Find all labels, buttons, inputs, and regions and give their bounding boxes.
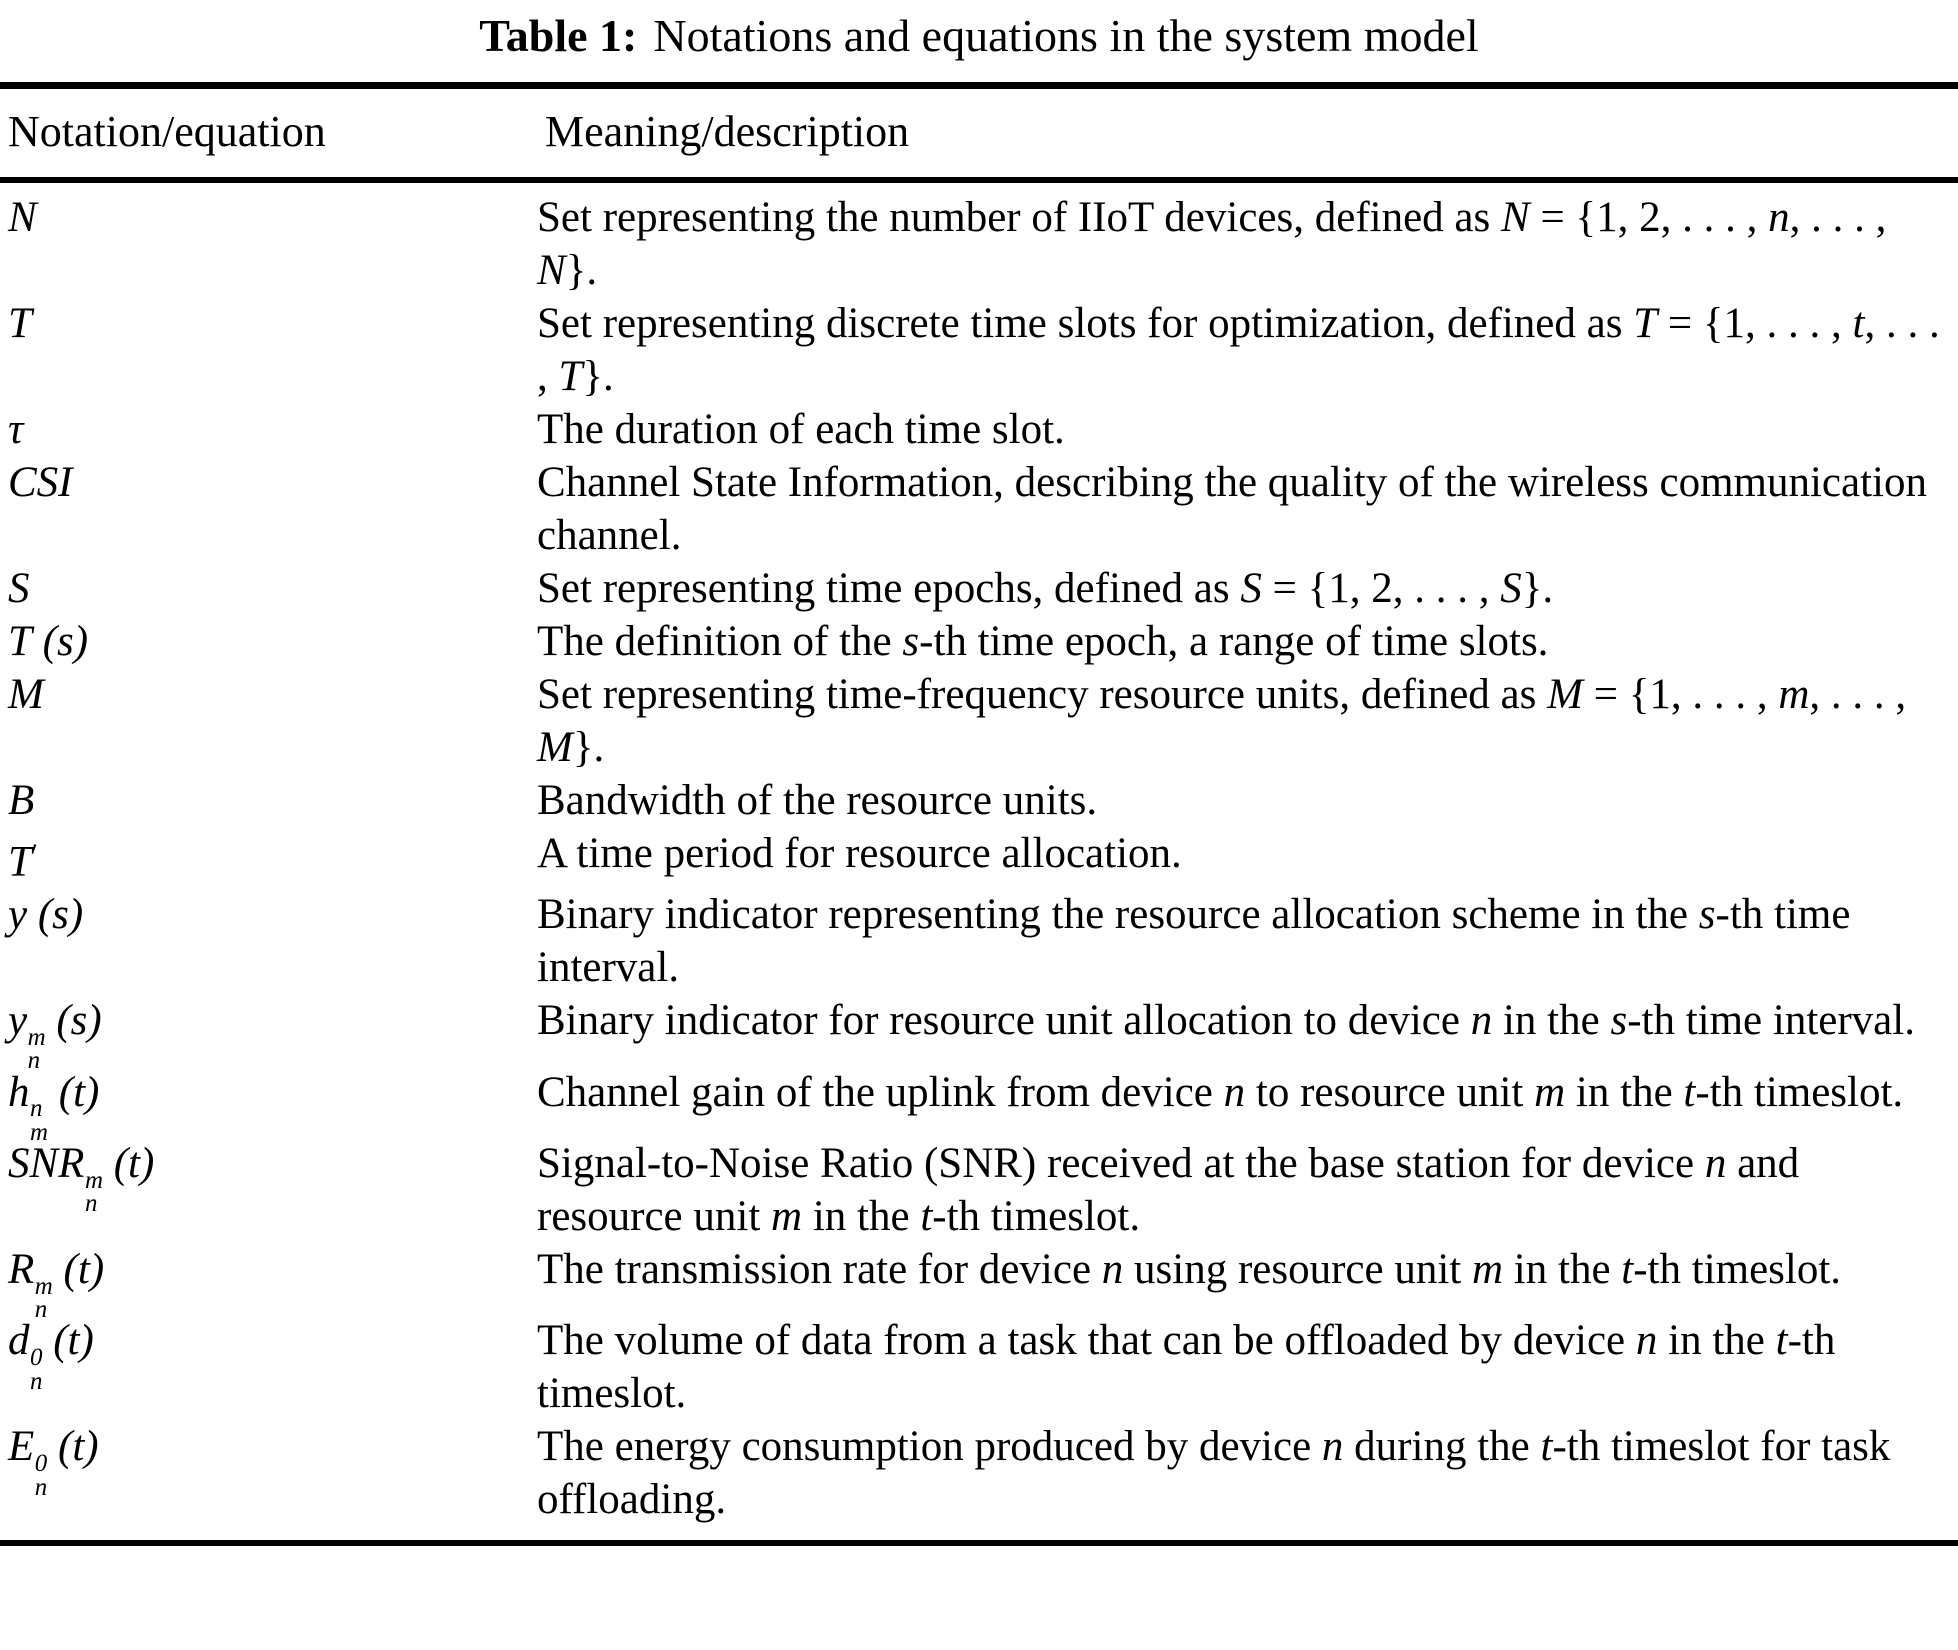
description-text: }. <box>1521 565 1554 612</box>
description-cell <box>537 1420 1950 1526</box>
description-text: Signal-to-Noise Ratio (SNR) received at the base station for device <box>537 1140 1705 1188</box>
description-math-var: n <box>1321 1423 1344 1471</box>
description-text: in the <box>1565 1068 1684 1116</box>
description-math-var: T <box>558 353 583 400</box>
description-math-var: t <box>1683 1068 1696 1116</box>
table-body <box>0 183 1958 1526</box>
notation-argument-var: t <box>67 1317 80 1365</box>
notation-symbol: CSI <box>8 459 73 506</box>
table-row <box>0 668 1958 774</box>
description-text: to resource unit <box>1245 1068 1535 1116</box>
notation-superscript: 0 <box>29 1343 43 1371</box>
notation-subscript: n <box>34 1473 48 1501</box>
description-text: in the <box>802 1193 921 1241</box>
table-row <box>0 1314 1958 1420</box>
notation-subscript: n <box>84 1190 98 1218</box>
notation-cell <box>0 827 537 888</box>
notation-cell <box>0 297 537 350</box>
notation-superscript: 0 <box>34 1449 48 1477</box>
header-row <box>0 89 1958 177</box>
description-cell <box>537 456 1950 562</box>
description-text: Binary indicator for resource unit allocation to device <box>537 997 1471 1045</box>
description-cell <box>537 615 1950 668</box>
table-row <box>0 297 1958 403</box>
description-cell <box>537 562 1950 615</box>
description-text: -th timeslot. <box>1695 1068 1904 1116</box>
notation-supsub <box>84 1166 103 1218</box>
description-text: A time period for resource allocation. <box>537 830 1182 877</box>
notation-cell <box>0 668 537 721</box>
notation-supsub <box>34 1449 48 1501</box>
description-text: Bandwidth of the resource units. <box>537 777 1098 824</box>
description-math-var: N <box>537 247 566 294</box>
notation-cell <box>0 191 537 244</box>
notation-prime: ′ <box>31 838 38 868</box>
notation-supsub <box>29 1343 43 1395</box>
description-text: during the <box>1343 1423 1541 1471</box>
notation-superscript: m <box>84 1166 103 1194</box>
description-text: The volume of data from a task that can be offloaded by device <box>537 1317 1636 1365</box>
description-text: , . . . , <box>537 300 1940 400</box>
notation-argument-var: s <box>70 997 88 1045</box>
notation-cell <box>0 1314 537 1395</box>
description-text: and resource unit <box>537 1140 1800 1241</box>
notation-argument: (t) <box>47 1423 99 1471</box>
description-text: The duration of each time slot. <box>537 406 1065 453</box>
notation-symbol: B <box>8 777 35 824</box>
notation-cell <box>0 615 537 668</box>
description-text: = {1, . . . , <box>1657 300 1853 347</box>
description-math-var: m <box>1471 1246 1504 1294</box>
description-cell <box>537 297 1950 403</box>
table-row <box>0 456 1958 562</box>
notation-cell <box>0 1420 537 1501</box>
description-cell <box>537 888 1950 994</box>
description-math-var: t <box>1540 1423 1553 1471</box>
description-text: The definition of the <box>537 618 903 665</box>
description-text: Set representing the number of IIoT devices, defined as <box>537 194 1501 241</box>
notation-symbol: d <box>8 1317 30 1365</box>
description-math-var: t <box>1621 1246 1634 1294</box>
caption-label: Table 1: <box>479 10 638 61</box>
description-math-var: m <box>771 1193 803 1241</box>
notation-subscript: m <box>29 1118 48 1146</box>
description-text: }. <box>582 353 614 400</box>
description-text: = {1, . . . , <box>1582 671 1779 718</box>
table-row <box>0 1137 1958 1243</box>
notation-subscript: n <box>29 1367 43 1395</box>
description-math-var: n <box>1470 997 1493 1045</box>
description-cell <box>537 191 1950 297</box>
description-math-var: s <box>1698 891 1716 939</box>
description-math-var: t <box>920 1193 933 1241</box>
notation-argument: (s) <box>31 618 89 665</box>
table-row <box>0 403 1958 456</box>
notation-argument-var: t <box>77 1246 90 1294</box>
description-text: Channel gain of the uplink from device <box>537 1068 1224 1116</box>
notation-symbol: T <box>8 618 32 665</box>
description-text: , . . . , <box>1789 194 1887 241</box>
notation-superscript: m <box>27 1023 46 1051</box>
description-text: -th time interval. <box>537 891 1851 992</box>
notation-cell <box>0 403 537 456</box>
description-text: Set representing time epochs, defined as <box>537 565 1241 612</box>
description-cell <box>537 1137 1950 1243</box>
notation-symbol: E <box>8 1423 35 1471</box>
description-math-var: M <box>537 724 573 771</box>
description-text: in the <box>1492 997 1611 1045</box>
description-math-var: t <box>1852 300 1865 347</box>
notation-argument: (t) <box>42 1317 94 1365</box>
description-math-var: m <box>1778 671 1810 718</box>
notation-symbol: τ <box>8 406 24 453</box>
description-math-var: n <box>1768 194 1790 241</box>
caption-text: Notations and equations in the system model <box>653 10 1479 61</box>
notation-cell <box>0 994 537 1075</box>
notation-argument-var: s <box>52 891 69 939</box>
description-text: in the <box>1657 1317 1776 1365</box>
notation-argument: (t) <box>102 1140 155 1188</box>
notation-argument-var: t <box>128 1140 140 1188</box>
description-text: = {1, 2, . . . , <box>1529 194 1769 241</box>
table-row <box>0 1243 1958 1324</box>
description-cell <box>537 1243 1950 1296</box>
notation-symbol: M <box>8 671 44 718</box>
description-text: }. <box>565 247 598 294</box>
description-text: using resource unit <box>1123 1246 1472 1294</box>
notation-superscript: m <box>34 1272 53 1300</box>
description-text: -th time interval. <box>1627 997 1915 1045</box>
description-math-var: m <box>1534 1068 1566 1116</box>
notation-cell <box>0 456 537 509</box>
description-cell <box>537 827 1950 880</box>
table-row <box>0 774 1958 827</box>
description-math-var: n <box>1635 1317 1658 1365</box>
description-math-var: s <box>902 618 920 665</box>
description-cell <box>537 1314 1950 1420</box>
description-math-var: S <box>1240 565 1262 612</box>
table-row <box>0 1420 1958 1526</box>
description-text: Set representing discrete time slots for optimization, defined as <box>537 300 1634 347</box>
notation-subscript: n <box>27 1047 41 1075</box>
description-cell <box>537 994 1950 1047</box>
description-math-var: t <box>1775 1317 1788 1365</box>
description-text: }. <box>572 724 605 771</box>
notation-argument-var: s <box>57 618 74 665</box>
description-text: = {1, 2, . . . , <box>1261 565 1501 612</box>
notation-argument-var: t <box>72 1423 85 1471</box>
table-row <box>0 191 1958 297</box>
notation-cell <box>0 1243 537 1324</box>
description-text: -th time epoch, a range of time slots. <box>919 618 1549 665</box>
column-header-notation: Notation/equation <box>8 107 326 156</box>
description-math-var: S <box>1500 565 1522 612</box>
notation-symbol: T <box>8 838 32 886</box>
description-cell <box>537 668 1950 774</box>
description-cell <box>537 1066 1950 1119</box>
description-cell <box>537 774 1950 827</box>
description-math-var: n <box>1704 1140 1727 1188</box>
table-row <box>0 562 1958 615</box>
notation-argument: (s) <box>27 891 84 939</box>
notation-argument-var: t <box>73 1068 86 1116</box>
notation-symbol: S <box>8 565 30 612</box>
description-math-var: n <box>1101 1246 1124 1294</box>
description-text: Channel State Information, describing the quality of the wireless communication channel. <box>537 459 1927 559</box>
notation-symbol: y <box>8 997 28 1045</box>
description-text: Set representing time-frequency resource units, defined as <box>537 671 1548 718</box>
table-row <box>0 827 1958 888</box>
notation-symbol: y <box>8 891 28 939</box>
bottom-rule <box>0 1540 1958 1546</box>
top-rule <box>0 82 1958 89</box>
column-header-meaning: Meaning/description <box>545 107 910 156</box>
description-math-var: n <box>1223 1068 1246 1116</box>
description-text: The transmission rate for device <box>537 1246 1102 1294</box>
description-text: -th timeslot. <box>537 1317 1836 1418</box>
description-math-var: T <box>1633 300 1658 347</box>
description-math-var: s <box>1610 997 1628 1045</box>
table-caption <box>0 8 1958 64</box>
table-row <box>0 615 1958 668</box>
notation-superscript: n <box>29 1095 43 1123</box>
description-text: , . . . , <box>1809 671 1907 718</box>
description-text: Binary indicator representing the resource allocation scheme in the <box>537 891 1699 939</box>
table-row <box>0 888 1958 994</box>
notation-symbol: h <box>8 1068 30 1116</box>
notation-symbol: SNR <box>8 1140 85 1188</box>
description-cell <box>537 403 1950 456</box>
notation-symbol: N <box>8 194 37 241</box>
notation-symbol: T <box>8 300 32 347</box>
notation-cell <box>0 774 537 827</box>
notation-argument: (t) <box>48 1068 100 1116</box>
notation-symbol: R <box>8 1246 35 1294</box>
table-row <box>0 994 1958 1075</box>
notation-cell <box>0 1137 537 1218</box>
description-math-var: M <box>1547 671 1583 718</box>
notation-cell <box>0 562 537 615</box>
table-row <box>0 1066 1958 1146</box>
notation-argument: (s) <box>45 997 102 1045</box>
description-text: in the <box>1503 1246 1622 1294</box>
description-math-var: N <box>1501 194 1530 241</box>
notation-argument: (t) <box>52 1246 105 1294</box>
notation-cell <box>0 888 537 941</box>
description-text: -th timeslot. <box>1633 1246 1842 1294</box>
description-text: The energy consumption produced by device <box>537 1423 1322 1471</box>
notation-cell <box>0 1066 537 1146</box>
description-text: -th timeslot for task offloading. <box>537 1423 1891 1524</box>
description-text: -th timeslot. <box>932 1193 1141 1241</box>
notation-subscript: n <box>34 1296 48 1324</box>
